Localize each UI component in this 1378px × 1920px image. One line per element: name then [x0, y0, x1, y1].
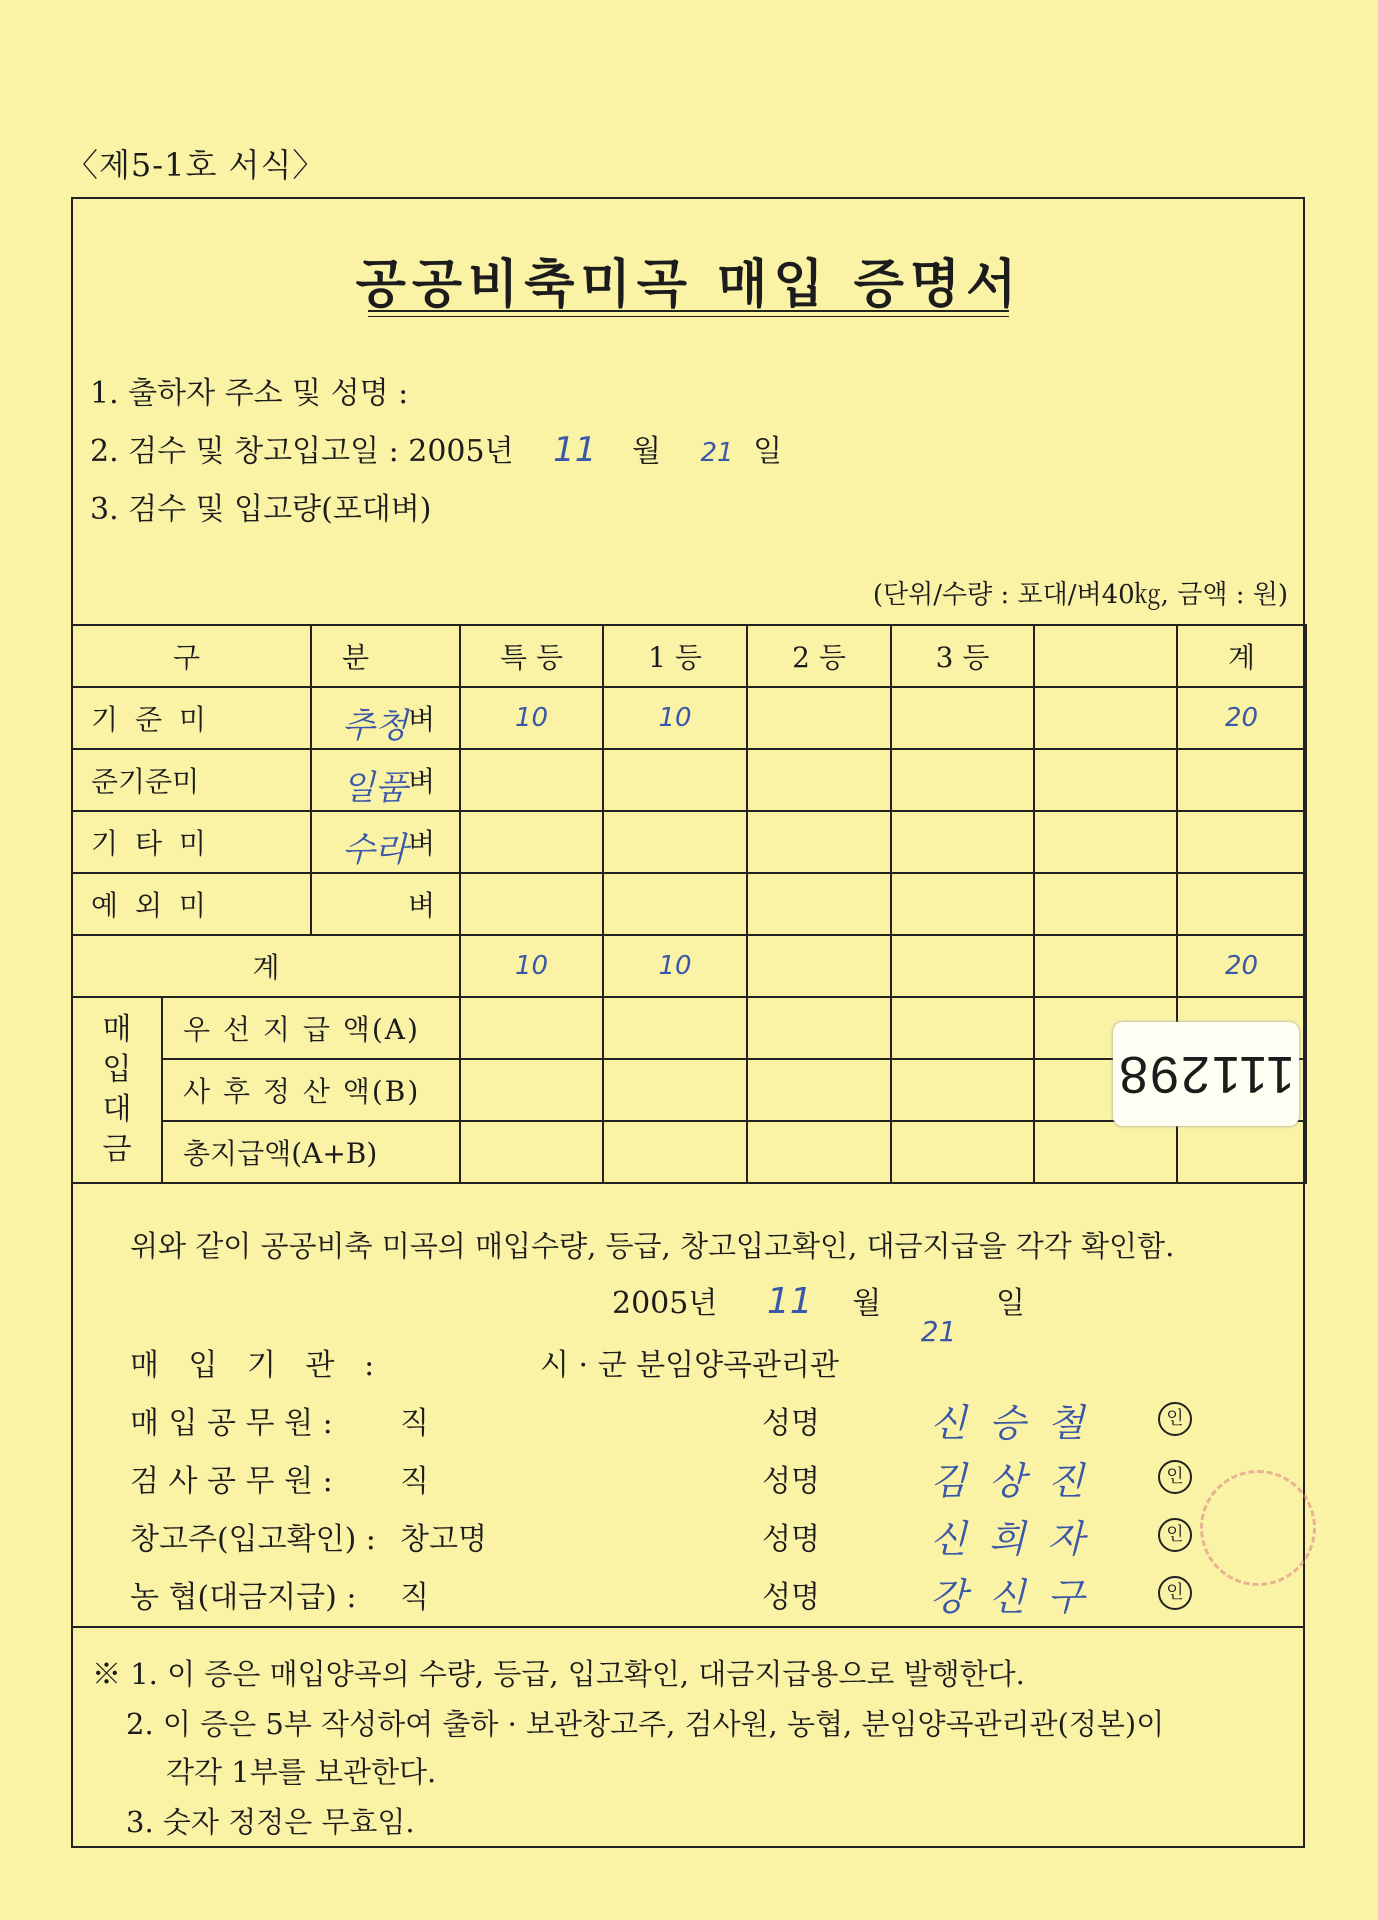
- inspection-date-prefix: 2. 검수 및 창고입고일 : 2005년: [90, 434, 514, 469]
- header-cell-blank: [1034, 625, 1177, 687]
- value-cell: [747, 687, 891, 749]
- agency-value: 시 · 군 분임양곡관리관: [540, 1348, 839, 1383]
- payment-group-text: 매 입 대 금: [102, 1012, 132, 1167]
- value-cell: [603, 811, 747, 873]
- variety-handwritten: 수라: [342, 830, 408, 870]
- signature-name: 김상진: [930, 1459, 1107, 1503]
- value-cell: [603, 749, 747, 811]
- header-cell-grade1: 1 등: [603, 625, 747, 687]
- note-item: ※ 1. 이 증은 매입양곡의 수량, 등급, 입고확인, 대금지급용으로 발행한다.: [92, 1657, 1025, 1691]
- confirmation-day-label: 일: [995, 1286, 1025, 1321]
- total-value-cell: [747, 935, 891, 997]
- value-cell: [891, 811, 1034, 873]
- table-row: [72, 687, 1306, 749]
- category-cell: 준기준미: [72, 749, 311, 811]
- form-number-label: 〈제5-1호 서식〉: [66, 146, 326, 184]
- variety-handwritten: 추청: [342, 706, 408, 746]
- value-cell: [747, 749, 891, 811]
- total-value-cell: [1034, 935, 1177, 997]
- day-label: 일: [753, 434, 783, 469]
- note-item: 각각 1부를 보관한다.: [166, 1755, 437, 1789]
- value-cell: [1177, 749, 1306, 811]
- signature-row: [130, 1456, 1230, 1503]
- seal-mark: 인: [1158, 1460, 1192, 1494]
- variety-handwritten: 일품: [342, 768, 408, 808]
- shipper-address-line: 1. 출하자 주소 및 성명 :: [90, 376, 409, 411]
- signature-name: 신승철: [930, 1401, 1107, 1445]
- value-cell: [460, 811, 603, 873]
- payment-row: [72, 1121, 1306, 1183]
- inspection-month-handwritten: 11: [553, 430, 597, 470]
- month-label: 월: [631, 434, 661, 469]
- variety-cell: [311, 749, 460, 811]
- variety-cell: [311, 811, 460, 873]
- payment-label-cell: 총지급액(A+B): [162, 1121, 460, 1183]
- confirmation-month-handwritten: 11: [766, 1281, 813, 1322]
- document-title: 공공비축미곡 매입 증명서: [355, 254, 1023, 315]
- notes-separator: [71, 1626, 1305, 1628]
- variety-suffix: 벼: [407, 889, 435, 922]
- value-cell: [747, 811, 891, 873]
- total-label-cell: 계: [72, 935, 460, 997]
- position-field: 직: [400, 1464, 429, 1499]
- name-label: 성명: [762, 1580, 820, 1615]
- table-row: [72, 749, 1306, 811]
- header-cell-gu: 구: [72, 625, 311, 687]
- category-cell: 예 외 미: [72, 873, 311, 935]
- seal-mark: 인: [1158, 1576, 1192, 1610]
- confirmation-statement: 위와 같이 공공비축 미곡의 매입수량, 등급, 창고입고확인, 대금지급을 각각 확인함.: [130, 1229, 1175, 1263]
- table-row: [72, 873, 1306, 935]
- signature-label: 매 입 공 무 원 :: [130, 1406, 333, 1441]
- signature-name: 강신구: [930, 1575, 1107, 1619]
- position-field: 창고명: [400, 1522, 487, 1557]
- value-cell: [1177, 873, 1306, 935]
- variety-suffix: 벼: [407, 703, 435, 736]
- confirmation-day-handwritten: 21: [920, 1315, 957, 1348]
- inspection-quantity-line: 3. 검수 및 입고량(포대벼): [90, 492, 432, 527]
- signature-label: 검 사 공 무 원 :: [130, 1464, 333, 1499]
- confirmation-year: 2005년: [612, 1286, 718, 1321]
- variety-cell: [311, 687, 460, 749]
- value-cell: 10: [460, 687, 603, 749]
- payment-label-cell: 사 후 정 산 액(B): [162, 1059, 460, 1121]
- seal-mark: 인: [1158, 1518, 1192, 1552]
- variety-suffix: 벼: [407, 765, 435, 798]
- name-label: 성명: [762, 1522, 820, 1557]
- header-cell-bun: 분: [311, 625, 460, 687]
- position-field: 직: [400, 1406, 429, 1441]
- signature-row: [130, 1514, 1230, 1561]
- total-value-cell: 10: [460, 935, 603, 997]
- payment-label-cell: 우 선 지 급 액(A): [162, 997, 460, 1059]
- signature-row: [130, 1398, 1230, 1445]
- value-cell: [1034, 687, 1177, 749]
- confirmation-month-label: 월: [852, 1286, 882, 1321]
- variety-suffix: 벼: [407, 827, 435, 860]
- signature-row: [130, 1572, 1230, 1619]
- signature-label: 창고주(입고확인) :: [130, 1522, 376, 1557]
- serial-number: 111298: [1117, 1045, 1295, 1103]
- value-cell: [891, 873, 1034, 935]
- signature-name: 신희자: [930, 1517, 1107, 1561]
- confirmation-date: [612, 1278, 1025, 1348]
- serial-number-sticker: [1113, 1022, 1299, 1126]
- payment-group-label: [72, 997, 162, 1183]
- value-cell: [603, 873, 747, 935]
- total-value-cell: 10: [603, 935, 747, 997]
- variety-cell: [311, 873, 460, 935]
- value-cell: [1034, 749, 1177, 811]
- inspection-day-handwritten: 21: [700, 438, 734, 468]
- position-field: 직: [400, 1580, 429, 1615]
- value-cell: [1034, 873, 1177, 935]
- value-cell: [1177, 811, 1306, 873]
- header-cell-grade2: 2 등: [747, 625, 891, 687]
- red-official-stamp: [1200, 1470, 1316, 1586]
- value-cell: [460, 873, 603, 935]
- inspection-date-line: [90, 426, 782, 470]
- table-row: [72, 811, 1306, 873]
- value-cell: 20: [1177, 687, 1306, 749]
- note-item: 2. 이 증은 5부 작성하여 출하 · 보관창고주, 검사원, 농협, 분임양곡관리관(정본)이: [126, 1707, 1165, 1741]
- value-cell: [891, 749, 1034, 811]
- total-value-cell: [891, 935, 1034, 997]
- category-cell: 기 타 미: [72, 811, 311, 873]
- header-cell-grade3: 3 등: [891, 625, 1034, 687]
- agency-row: [130, 1340, 839, 1384]
- total-value-cell: 20: [1177, 935, 1306, 997]
- value-cell: 10: [603, 687, 747, 749]
- value-cell: [891, 687, 1034, 749]
- value-cell: [1034, 811, 1177, 873]
- value-cell: [747, 873, 891, 935]
- name-label: 성명: [762, 1406, 820, 1441]
- table-total-row: [72, 935, 1306, 997]
- category-cell: 기 준 미: [72, 687, 311, 749]
- name-label: 성명: [762, 1464, 820, 1499]
- title-underline: [368, 310, 1009, 312]
- value-cell: [460, 749, 603, 811]
- unit-note: (단위/수량 : 포대/벼40㎏, 금액 : 원): [872, 580, 1288, 610]
- table-header-row: [72, 625, 1306, 687]
- agency-label: 매 입 기 관 :: [130, 1348, 385, 1383]
- title-underline-second: [368, 316, 1009, 317]
- header-cell-special: 특 등: [460, 625, 603, 687]
- header-cell-total: 계: [1177, 625, 1306, 687]
- seal-mark: 인: [1158, 1402, 1192, 1436]
- note-item: 3. 숫자 정정은 무효임.: [126, 1805, 415, 1839]
- signature-label: 농 협(대금지급) :: [130, 1580, 357, 1615]
